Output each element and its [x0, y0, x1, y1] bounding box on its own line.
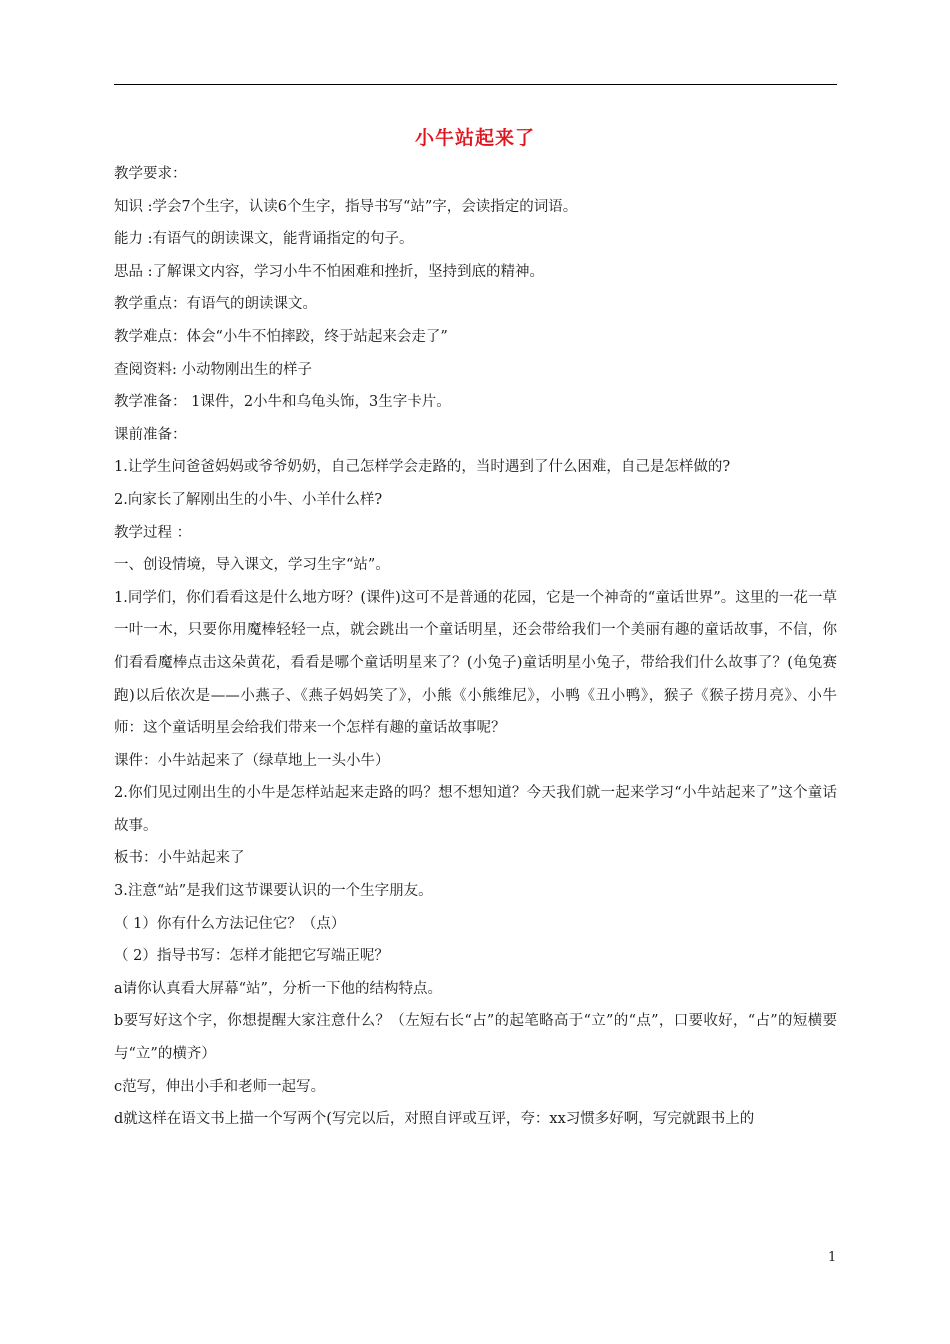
teaching-focus: 教学重点：有语气的朗读课文。: [114, 296, 317, 313]
requirement-moral: 思品 :了解课文内容，学习小牛不怕困难和挫折，坚持到底的精神。: [114, 263, 544, 280]
section-heading-pre-class: 课前准备：: [114, 426, 187, 443]
item-d: d就这样在语文书上描一个写两个(写完以后，对照自评或互评，夸：xx习惯多好啊，写完就跟书上的: [114, 1111, 755, 1128]
item-c: c范写，伸出小手和老师一起写。: [114, 1078, 326, 1095]
teaching-difficulty: 教学难点：体会“小牛不怕摔跤，终于站起来会走了”: [114, 328, 448, 345]
item-b: b要写好这个字，你想提醒大家注意什么？（左短右长“占”的起笔略高于“立”的“点”，口要收好，“占”的短横要与“立”的横齐）: [114, 1013, 837, 1063]
step-3: 3.注意“站”是我们这节课要认识的一个生字朋友。: [114, 883, 433, 900]
teaching-preparation: 教学准备： 1课件，2小牛和乌龟头饰，3生字卡片。: [114, 394, 451, 411]
section-heading-process: 教学过程 ：: [114, 524, 192, 541]
courseware-note: 课件：小牛站起来了（绿草地上一头小牛）: [114, 752, 390, 769]
blackboard-note: 板书：小牛站起来了: [114, 850, 245, 867]
document-body: [114, 158, 837, 1136]
paragraph-intro: 1.同学们，你们看看这是什么地方呀？(课件)这可不是普通的花园，它是一个神奇的“童话世界”。这里的一花一草一叶一木，只要你用魔棒轻轻一点，就会跳出一个童话明星，还会带给我们一个美丽有趣的童话故事，不信，你们看看魔棒点击这朵黄花，看看是哪个童话明星来了？(小兔子)童话明星小兔子，带给我们什么故事了？(龟兔赛跑)以后依次是——小燕子、《燕子妈妈笑了》，小熊《小熊维尼》，小鸭《丑小鸭》，猴子《猴子捞月亮》、小牛 师：这个童话明星会给我们带来一个怎样有趣的童话故事呢？: [114, 589, 837, 737]
requirement-knowledge: 知识 :学会7个生字，认读6个生字，指导书写“站”字，会读指定的词语。: [114, 198, 578, 215]
sub-step-1: （ 1）你有什么方法记住它？（点）: [114, 915, 346, 932]
reference-material: 查阅资料: 小动物刚出生的样子: [114, 361, 312, 378]
header-rule: [114, 84, 837, 85]
step-heading-1: 一、创设情境，导入课文，学习生字“站”。: [114, 557, 390, 574]
paragraph-question: 2.你们见过刚出生的小牛是怎样站起来走路的吗？想不想知道？今天我们就一起来学习“小牛站起来了”这个童话故事。: [114, 785, 837, 834]
item-a: a请你认真看大屏幕“站”，分析一下他的结构特点。: [114, 980, 442, 997]
requirement-ability: 能力 :有语气的朗读课文，能背诵指定的句子。: [114, 231, 414, 248]
page-number: 1: [828, 1250, 837, 1265]
document-title: 小牛站起来了: [414, 127, 535, 149]
pre-class-item-2: 2.向家长了解刚出生的小牛、小羊什么样?: [114, 491, 383, 508]
sub-step-2: （ 2）指导书写：怎样才能把它写端正呢？: [114, 948, 389, 965]
pre-class-item-1: 1.让学生问爸爸妈妈或爷爷奶奶，自己怎样学会走路的，当时遇到了什么困难，自己是怎样做的?: [114, 459, 731, 476]
section-heading-requirements: 教学要求：: [114, 166, 187, 182]
